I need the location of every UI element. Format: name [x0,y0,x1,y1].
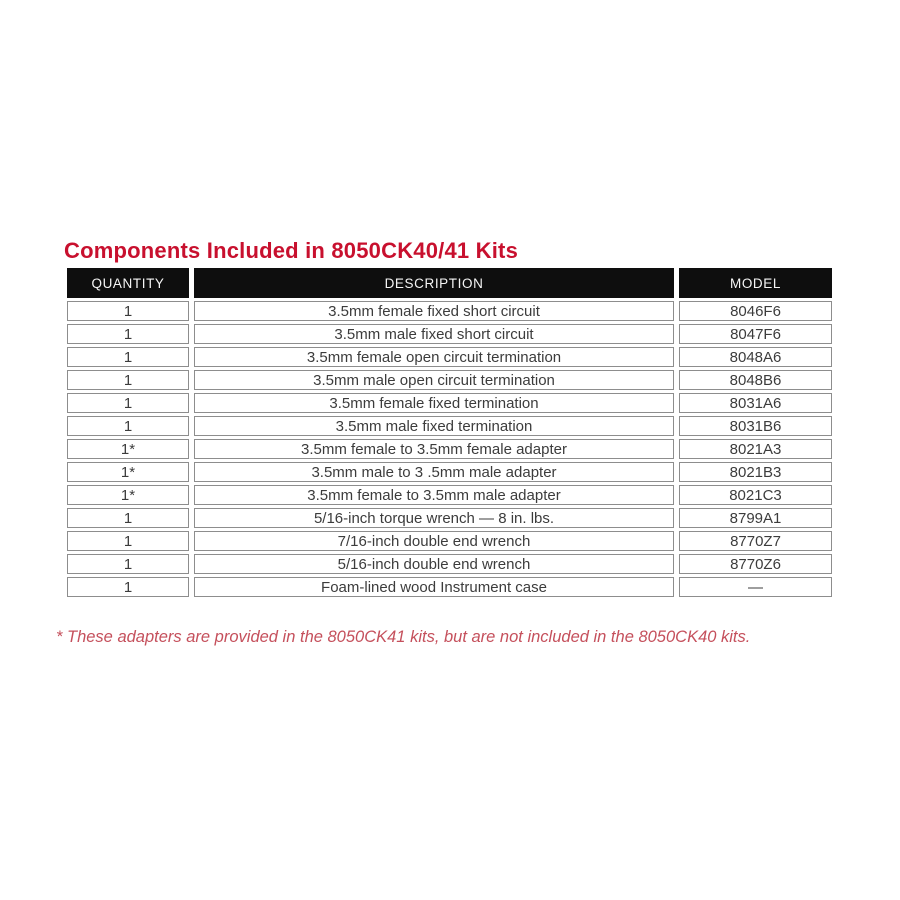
description-cell: 3.5mm female to 3.5mm female adapter [194,439,674,459]
description-cell: 3.5mm female open circuit termination [194,347,674,367]
quantity-cell: 1 [67,370,189,390]
table-row [67,370,832,390]
quantity-cell: 1* [67,439,189,459]
description-cell: 3.5mm female fixed termination [194,393,674,413]
description-cell: 3.5mm male to 3 .5mm male adapter [194,462,674,482]
table-row [67,485,832,505]
quantity-cell: 1 [67,324,189,344]
model-cell: — [679,577,832,597]
quantity-cell: 1* [67,485,189,505]
table-row [67,462,832,482]
description-cell: 3.5mm female to 3.5mm male adapter [194,485,674,505]
model-cell: 8021C3 [679,485,832,505]
table-row [67,577,832,597]
model-cell: 8799A1 [679,508,832,528]
quantity-cell: 1 [67,416,189,436]
table-row [67,324,832,344]
table-row [67,554,832,574]
model-cell: 8031B6 [679,416,832,436]
quantity-cell: 1 [67,393,189,413]
table-row [67,531,832,551]
model-cell: 8021A3 [679,439,832,459]
quantity-cell: 1 [67,577,189,597]
description-cell: 7/16-inch double end wrench [194,531,674,551]
column-header-quantity: QUANTITY [67,268,189,298]
description-cell: 3.5mm male fixed short circuit [194,324,674,344]
model-cell: 8046F6 [679,301,832,321]
model-cell: 8048B6 [679,370,832,390]
description-cell: 3.5mm female fixed short circuit [194,301,674,321]
page-title: Components Included in 8050CK40/41 Kits [64,238,519,263]
quantity-cell: 1 [67,554,189,574]
quantity-cell: 1 [67,301,189,321]
quantity-cell: 1* [67,462,189,482]
column-header-description: DESCRIPTION [194,268,674,298]
table-row [67,508,832,528]
table-row [67,347,832,367]
model-cell: 8031A6 [679,393,832,413]
components-table [62,265,837,600]
model-cell: 8770Z6 [679,554,832,574]
description-cell: 5/16-inch torque wrench — 8 in. lbs. [194,508,674,528]
model-cell: 8770Z7 [679,531,832,551]
table-row [67,301,832,321]
table-row [67,439,832,459]
table-row [67,393,832,413]
description-cell: 3.5mm male open circuit termination [194,370,674,390]
description-cell: 5/16-inch double end wrench [194,554,674,574]
quantity-cell: 1 [67,347,189,367]
model-cell: 8021B3 [679,462,832,482]
quantity-cell: 1 [67,531,189,551]
table-row [67,416,832,436]
description-cell: Foam-lined wood Instrument case [194,577,674,597]
table-header-row [67,268,832,298]
adapters-footnote: * These adapters are provided in the 8050CK41 kits, but are not included in the 8050CK40 kits. [56,628,751,646]
model-cell: 8048A6 [679,347,832,367]
model-cell: 8047F6 [679,324,832,344]
description-cell: 3.5mm male fixed termination [194,416,674,436]
quantity-cell: 1 [67,508,189,528]
column-header-model: MODEL [679,268,832,298]
